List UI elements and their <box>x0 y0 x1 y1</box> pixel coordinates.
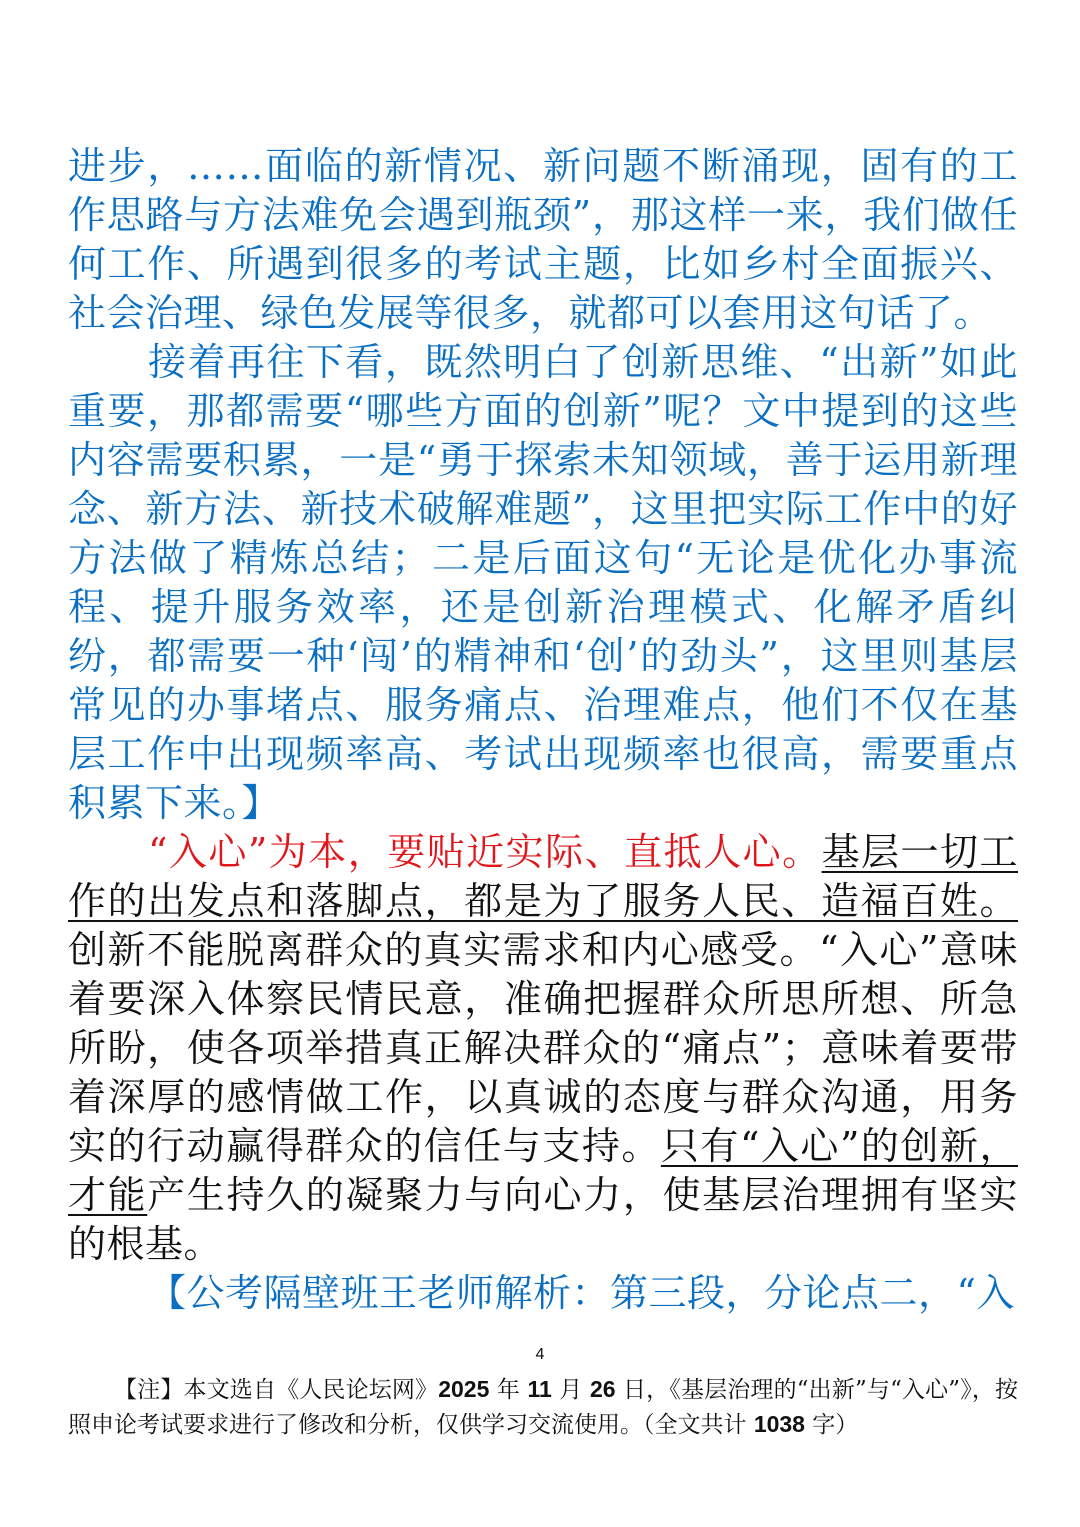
paragraph-analysis-innovation: 接着再往下看，既然明白了创新思维、“出新”如此重要，那都需要“哪些方面的创新”呢？文中提到的这些内容需要积累，一是“勇于探索未知领域，善于运用新理念、新方法、新技术破解难题”，这里把实际工作中的好方法做了精炼总结；二是后面这句“无论是优化办事流程、提升服务效率，还是创新治理模式、化解矛盾纠纷，都需要一种‘闯’的精神和‘创’的劲头”，这里则基层常见的办事堵点、服务痛点、治理难点，他们不仅在基层工作中出现频率高、考试出现频率也很高，需要重点积累下来。】 <box>68 340 1018 825</box>
footnote-word-count: 1038 <box>753 1411 805 1437</box>
footnote-prefix: 【注】本文选自《人民论坛网》 <box>114 1377 439 1403</box>
underlined-phrase: 只有“入心”的创新，才能 <box>68 1124 1018 1217</box>
footnote-text-year: 年 <box>489 1377 528 1403</box>
footnote <box>68 1372 1018 1442</box>
subheading-red: “入心”为本，要贴近实际、直抵人心。 <box>148 830 822 874</box>
underlined-sentence: 基层一切工作的出发点和落脚点，都是为了服务人民、造福百姓。 <box>68 830 1018 923</box>
footnote-text-body: 日，《基层治理的“出新”与“入心”》，按照申论考试要求进行了修改和分析，仅供学习交流使用。（全文共计 <box>68 1377 1019 1438</box>
article-body <box>68 142 1018 1318</box>
body-sentence: 创新不能脱离群众的真实需求和内心感受。“入心”意味着要深入体察民情民意，准确把握群众所思所想、所急所盼，使各项举措真正解决群众的“痛点”；意味着要带着深厚的感情做工作，以真诚的态度与群众沟通，用务实的行动赢得群众的信任与支持。 <box>68 928 1018 1168</box>
paragraph-analysis-point-two: 【公考隔壁班王老师解析：第三段，分论点二，“入 <box>148 1271 1015 1315</box>
footnote-text-month: 月 <box>551 1377 590 1403</box>
body-sentence-end: 产生持久的凝聚力与向心力，使基层治理拥有坚实的根基。 <box>68 1173 1018 1266</box>
footnote-text-end: 字） <box>804 1412 859 1438</box>
footnote-day: 26 <box>589 1376 616 1402</box>
page-number: 4 <box>535 1346 545 1363</box>
footnote-month: 11 <box>527 1376 552 1402</box>
footnote-year: 2025 <box>438 1376 490 1402</box>
paragraph-analysis-continued: 进步，……面临的新情况、新问题不断涌现，固有的工作思路与方法难免会遇到瓶颈”，那这样一来，我们做任何工作、所遇到很多的考试主题，比如乡村全面振兴、社会治理、绿色发展等很多，就都可以套用这句话了。 <box>68 144 1018 335</box>
paragraph-section-three <box>68 828 1018 1269</box>
